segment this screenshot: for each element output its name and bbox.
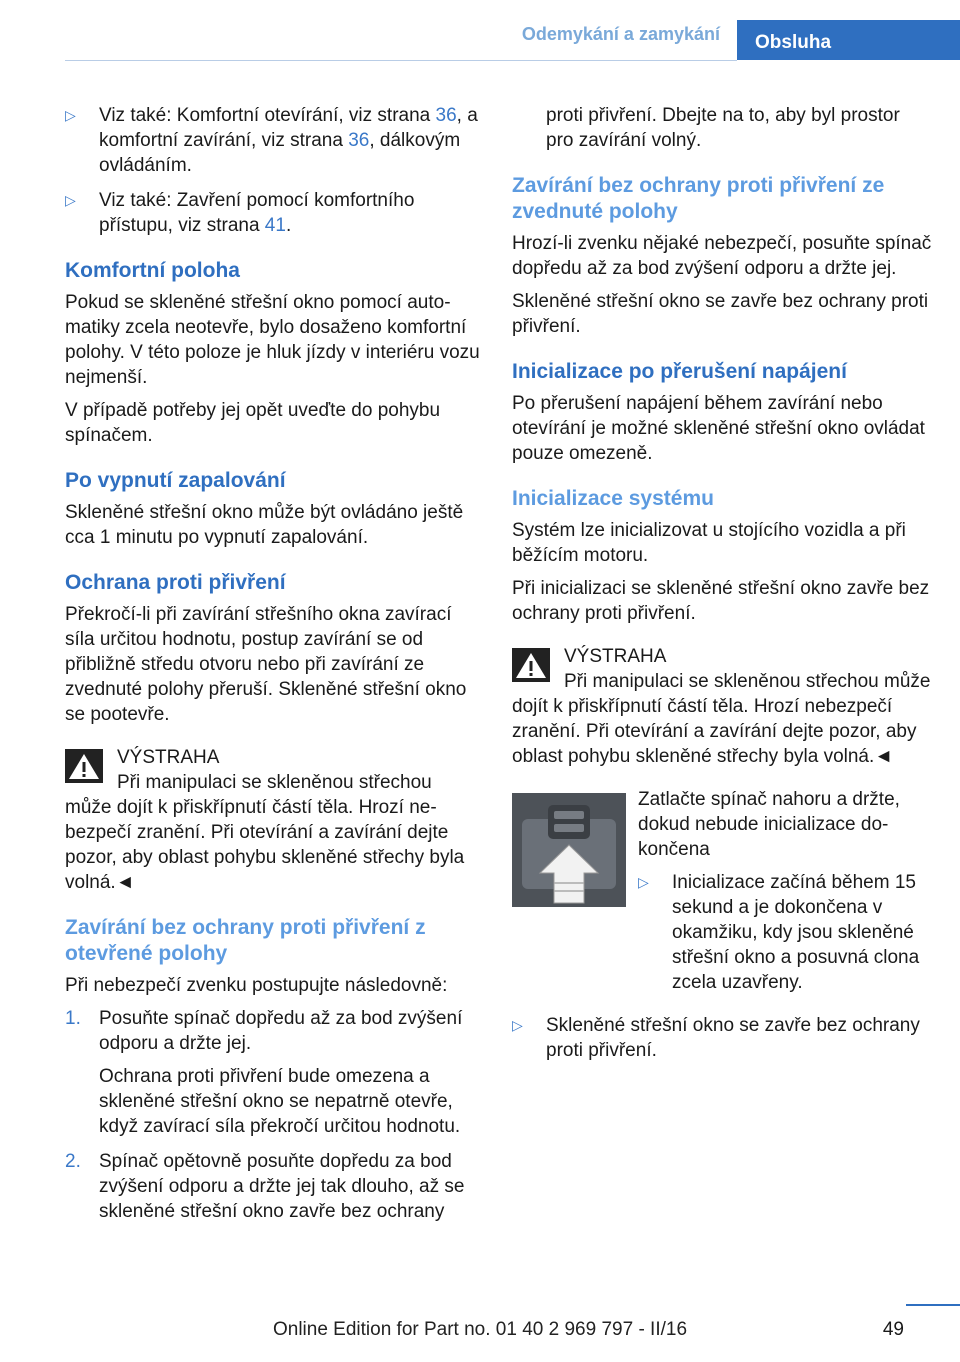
header-section-title: Odemykání a zamykání	[521, 24, 720, 44]
bullet-text: Inicializace začíná během 15 sekund a je dokončena v okamžiku, kdy jsou skleněné střešní okno a posuvná clona zcela uzavřeny.	[672, 872, 920, 993]
numbered-step	[65, 1006, 480, 1139]
heading-otevrene-polohy: Zavírání bez ochrany proti přivření z otevřené polohy	[65, 916, 426, 965]
warning-icon	[65, 749, 103, 783]
heading-komfortni-poloha: Komfortní poloha	[65, 259, 240, 282]
warning-text: Při manipulaci se skleněnou střechou může dojít k přiskřípnutí částí těla. Hrozí nebezpečí zranění. Při otevírání a zavírání dejte pozor, aby oblast pohybu skleněné střechy byla volná.◄	[65, 772, 465, 893]
step-text: Ochrana proti přivření bude omezena a skleněné střešní okno se nepatrně otevře, když zavírací síla překročí určitou hodnotu.	[99, 1066, 461, 1137]
warning-text: Při manipulaci se skleněnou střechou může dojít k přiskřípnutí částí těla. Hrozí nebezpečí zranění. Při otevírání a zavírání dejte pozor, aby oblast pohybu skleněné střechy byla volná.◄	[512, 671, 931, 767]
bullet-text: .	[285, 215, 292, 236]
page-link-36-b[interactable]: 36	[348, 130, 370, 151]
paragraph: Skleněné střešní okno se zavře bez ochrany proti přivření.	[512, 291, 929, 337]
heading-inicializace-napajeni: Inicializace po přerušení napájení	[512, 360, 847, 383]
warning-box	[512, 644, 932, 769]
triangle-bullet-icon: ▷	[65, 192, 76, 208]
list-item	[65, 103, 480, 178]
bullet-text: , dálkovým ovládáním.	[99, 130, 461, 176]
left-column	[65, 103, 480, 1234]
header-rule	[65, 60, 737, 61]
page-number: 49	[882, 1319, 904, 1340]
warning-icon	[512, 648, 550, 682]
heading-po-vypnuti: Po vypnutí zapalování	[65, 469, 286, 492]
paragraph: Při inicializaci se skleněné střešní okno zavře bez ochrany proti přivření.	[512, 578, 930, 624]
step-number: 2.	[65, 1151, 81, 1172]
list-item	[512, 1013, 932, 1063]
edition-line: Online Edition for Part no. 01 40 2 969 797 - II/16	[272, 1319, 688, 1340]
page-link-41[interactable]: 41	[264, 215, 286, 236]
page-link-36[interactable]: 36	[435, 105, 457, 126]
paragraph: Pokud se skleněné střešní okno pomocí automatiky zcela neotevře, bylo dosaženo komfortní polohy. V této poloze je hluk jízdy v interiéru vozu nejmenší.	[65, 292, 480, 388]
triangle-bullet-icon: ▷	[638, 874, 649, 890]
header-tab-label: Obsluha	[755, 32, 832, 53]
footer-rule	[906, 1304, 960, 1306]
paragraph: Zatlačte spínač nahoru a držte, dokud nebude inicializace dokončena	[638, 789, 900, 860]
paragraph: Při nebezpečí zvenku postupujte následovně:	[65, 975, 448, 996]
paragraph: V případě potřeby jej opět uveďte do pohybu spínačem.	[65, 400, 441, 446]
warning-title: VÝSTRAHA	[564, 646, 667, 667]
paragraph: Hrozí-li zvenku nějaké nebezpečí, posuňte spínač dopředu až za bod zvýšení odporu a držte jej.	[512, 233, 932, 279]
roof-switch-photo	[512, 793, 626, 907]
warning-title: VÝSTRAHA	[117, 747, 220, 768]
paragraph: Po přerušení napájení během zavírání nebo otevírání je možné skleněné střešní okno ovládat pouze omezeně.	[512, 393, 925, 464]
right-column	[512, 103, 932, 1073]
bullet-text: , a komfortní zavírání, viz strana	[99, 105, 478, 151]
triangle-bullet-icon: ▷	[65, 107, 76, 123]
heading-inicializace-systemu: Inicializace systému	[512, 487, 714, 510]
paragraph: Překročí-li při zavírání střešního okna zavírací síla určitou hodnotu, postup zavírání se od přibližně středu otvoru nebo při zavírání ze zvednuté polohy přeruší. Skleněné střešní okno se pootevře.	[65, 604, 467, 725]
paragraph: Skleněné střešní okno může být ovládáno ještě cca 1 minutu po vypnutí zapalování.	[65, 502, 464, 548]
numbered-step	[65, 1149, 480, 1224]
warning-box	[65, 745, 480, 895]
heading-zvednute-polohy: Zavírání bez ochrany proti přivření ze zvednuté polohy	[512, 174, 885, 223]
paragraph: proti přivření. Dbejte na to, aby byl prostor pro zavírání volný.	[546, 105, 900, 151]
bullet-text: Skleněné střešní okno se zavře bez ochrany proti přivření.	[546, 1015, 920, 1061]
bullet-text: Viz také: Zavření pomocí komfortního přístupu, viz strana	[99, 190, 415, 236]
heading-ochrana: Ochrana proti přivření	[65, 571, 286, 594]
illustration-caption	[638, 787, 932, 1005]
step-text: Posuňte spínač dopředu až za bod zvýšení odporu a držte jej.	[99, 1008, 463, 1054]
triangle-bullet-icon: ▷	[512, 1017, 523, 1033]
bullet-text: Viz také: Komfortní otevírání, viz strana	[99, 105, 436, 126]
paragraph: Systém lze inicializovat u stojícího vozidla a při běžícím motoru.	[512, 520, 906, 566]
switch-illustration-row	[512, 787, 932, 993]
list-item	[65, 188, 480, 238]
step-number: 1.	[65, 1008, 81, 1029]
list-item	[638, 870, 932, 995]
header-tab	[737, 20, 960, 60]
step-text: Spínač opětovně posuňte dopředu za bod zvýšení odporu a držte jej tak dlouho, až se skleněné střešní okno zavře bez ochrany	[99, 1151, 465, 1222]
